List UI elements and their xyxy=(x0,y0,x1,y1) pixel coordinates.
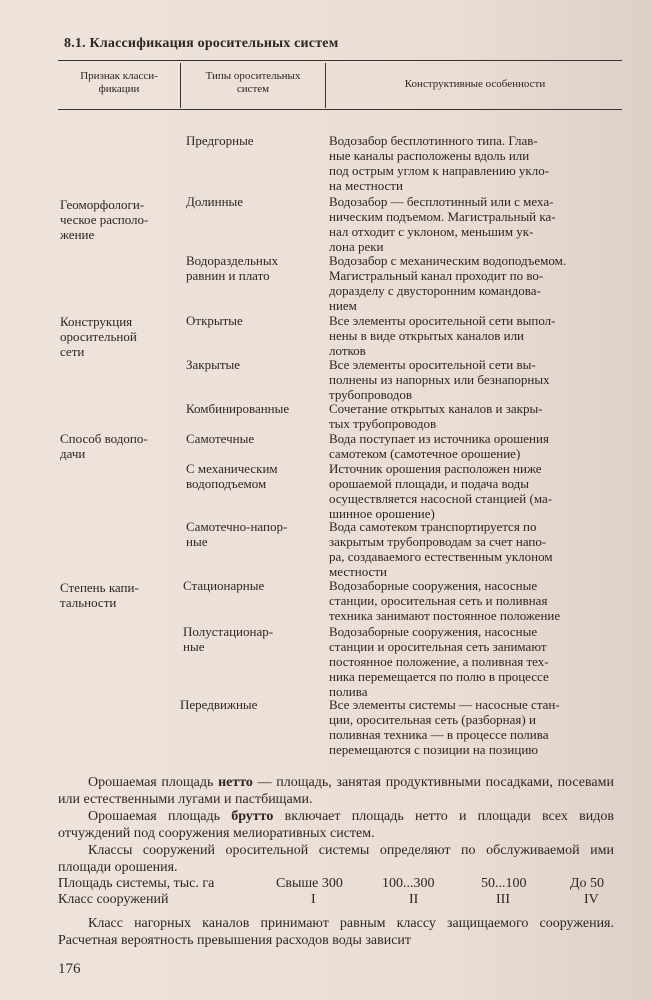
desc-combined: Сочетание открытых каналов и закры- тых трубопроводов xyxy=(329,401,543,431)
header-divider-1 xyxy=(180,63,181,108)
desc-stationary: Водозаборные сооружения, насосные станции, оросительная сеть и поливная техника занимают постоянное положение xyxy=(329,578,561,623)
desc-mobile: Все элементы системы — насосные стан- ции, оросительная сеть (разборная) и поливная техника — в процессе полива перемещаются с позиции на позицию xyxy=(329,697,560,757)
section-title: 8.1. Классификация оросительных систем xyxy=(64,36,339,51)
desc-watershed: Водозабор с механическим водоподъемом. Магистральный канал проходит по во- доразделу с двусторонним командова- нием xyxy=(329,253,567,313)
header-features: Конструктивные особенности xyxy=(404,78,546,90)
class-row-area-label: Площадь системы, тыс. га xyxy=(58,876,215,891)
header-types: Типы оросительных систем xyxy=(205,70,301,95)
header-divider-2 xyxy=(325,63,326,108)
class-area-1: Свыше 300 xyxy=(276,876,343,891)
criterion-water-supply: Способ водопо- дачи xyxy=(60,431,148,461)
desc-mechanical-lift: Источник орошения расположен ниже орошаемой площади, и подача воды осуществляется насосной станцией (ма- шинное орошение) xyxy=(329,461,553,521)
paragraph-gross-area: Орошаемая площадь брутто включает площадь нетто и площади всех видов отчуждений под сооружения мелиоративных систем. xyxy=(58,809,614,841)
type-open: Открытые xyxy=(186,313,243,328)
criterion-geomorphology: Геоморфологи- ческое располо- жение xyxy=(60,197,149,242)
type-watershed: Водораздельных равнин и плато xyxy=(186,253,279,283)
type-stationary: Стационарные xyxy=(183,578,265,593)
class-value-1: I xyxy=(311,892,316,907)
class-area-3: 50...100 xyxy=(481,876,527,891)
desc-semi-stationary: Водозаборные сооружения, насосные станции и оросительная сеть занимают постоянное положение, а поливная тех- ника перемещается по полю в процессе полива xyxy=(329,624,549,699)
type-foothill: Предгорные xyxy=(186,133,254,148)
paragraph-upland-canals: Класс нагорных каналов принимают равным классу защищаемого сооружения. Расчетная вероятность превышения расходов воды зависит xyxy=(58,916,614,948)
class-value-3: III xyxy=(496,892,510,907)
table-top-rule xyxy=(58,60,622,61)
desc-valley: Водозабор — бесплотинный или с меха- ническим подъемом. Магистральный ка- нал отходит с уклоном, меньшим ук- лона реки xyxy=(329,194,556,254)
page-number: 176 xyxy=(58,961,81,977)
criterion-network-design: Конструкция оросительной сети xyxy=(60,314,137,359)
type-valley: Долинные xyxy=(186,194,244,209)
type-combined: Комбинированные xyxy=(186,401,290,416)
type-gravity: Самотечные xyxy=(186,431,255,446)
type-mechanical-lift: С механическим водоподъемом xyxy=(186,461,278,491)
type-semi-stationary: Полустационар- ные xyxy=(183,624,274,654)
desc-foothill: Водозабор бесплотинного типа. Глав- ные каналы расположены вдоль или под острым углом к направлению укло- на местности xyxy=(329,133,550,193)
type-mobile: Передвижные xyxy=(180,697,258,712)
paragraph-structure-classes: Классы сооружений оросительной системы определяют по обслуживаемой ими площади орошения. xyxy=(58,843,614,875)
class-value-4: IV xyxy=(584,892,599,907)
paragraph-net-area: Орошаемая площадь нетто — площадь, занятая продуктивными посадками, посевами или естественными лугами и пастбищами. xyxy=(58,775,614,807)
class-value-2: II xyxy=(409,892,419,907)
desc-gravity-pressure: Вода самотеком транспортируется по закрытым трубопроводам за счет напо- ра, создаваемого естественным уклоном местности xyxy=(329,519,553,579)
table-header-rule xyxy=(58,109,622,110)
desc-gravity: Вода поступает из источника орошения самотеком (самотечное орошение) xyxy=(329,431,549,461)
class-row-class-label: Класс сооружений xyxy=(58,892,169,907)
class-area-4: До 50 xyxy=(570,876,605,891)
type-gravity-pressure: Самотечно-напор- ные xyxy=(186,519,288,549)
type-closed: Закрытые xyxy=(186,357,241,372)
header-criterion: Признак класси- фикации xyxy=(80,70,158,95)
desc-open: Все элементы оросительной сети выпол- нены в виде открытых каналов или лотков xyxy=(329,313,556,358)
desc-closed: Все элементы оросительной сети вы- полнены из напорных или безнапорных трубопроводов xyxy=(329,357,550,402)
class-area-2: 100...300 xyxy=(382,876,435,891)
criterion-permanence: Степень капи- тальности xyxy=(60,580,139,610)
